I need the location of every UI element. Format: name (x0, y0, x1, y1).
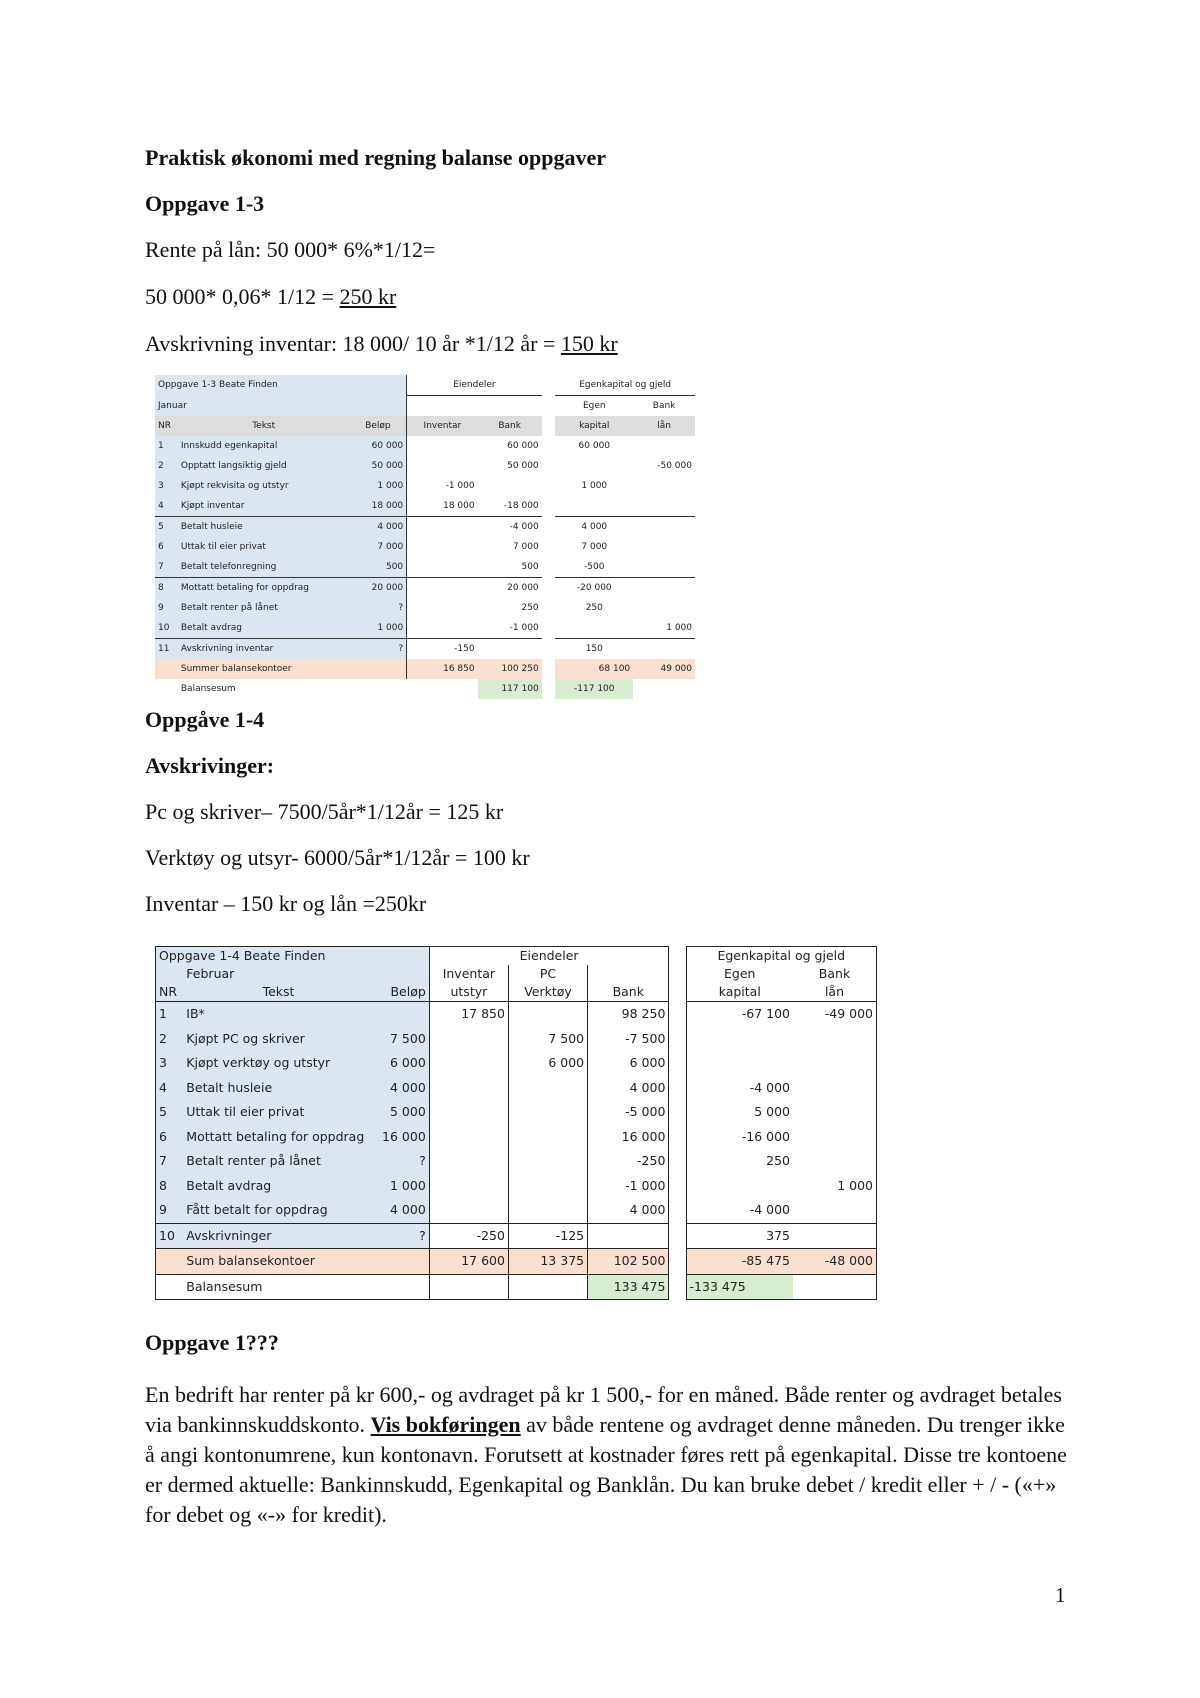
row-number: 10 (156, 1223, 184, 1249)
cell-bank: 4 000 (588, 1076, 669, 1101)
table-row (156, 1125, 877, 1150)
row-amount: 1 000 (349, 618, 406, 639)
group-assets: Eiendeler (429, 947, 669, 966)
sheet-title: Oppgave 1-3 Beate Finden (155, 375, 349, 396)
row-text: Kjøpt inventar (178, 496, 350, 517)
row-number: 7 (155, 557, 178, 578)
row-number: 5 (156, 1100, 184, 1125)
cell-bank: -18 000 (478, 496, 542, 517)
col-header: Beløp (374, 983, 430, 1002)
cell-bank: 50 000 (507, 461, 539, 471)
row-amount: 4 000 (374, 1198, 430, 1223)
gap-cell (669, 1100, 686, 1125)
balance-label: Balansesum (183, 1274, 373, 1300)
cell-equity: -67 100 (686, 1002, 793, 1027)
cell-equity: -500 (555, 557, 633, 578)
group-assets: Eiendeler (407, 375, 542, 396)
row-amount: 6 000 (374, 1051, 430, 1076)
cell-equity (555, 496, 633, 517)
group-equity: Egenkapital og gjeld (555, 375, 695, 396)
col-header: utstyr (429, 983, 508, 1002)
cell-loan (793, 1076, 877, 1101)
row-text: Betalt husleie (178, 517, 350, 538)
row-amount: 7 000 (349, 537, 406, 557)
row-text: Uttak til eier privat (178, 537, 350, 557)
row-text: Opptatt langsiktig gjeld (178, 456, 350, 476)
cell-inventory (429, 1051, 508, 1076)
row-amount: ? (349, 639, 406, 660)
sum-label: Sum balansekontoer (183, 1249, 373, 1275)
cell-pc-tools: -125 (508, 1223, 587, 1249)
cell-bank: 500 (478, 557, 542, 578)
gap-cell (669, 1174, 686, 1199)
row-amount (374, 1002, 430, 1027)
balance-cell: -117 100 (555, 679, 633, 699)
cell-inventory (429, 1149, 508, 1174)
calc-result: 250 kr (339, 284, 397, 309)
row-text: Avskrivning inventar (178, 639, 350, 660)
col-header: Egen (582, 401, 606, 411)
table-row (155, 598, 695, 618)
cell-loan (793, 1100, 877, 1125)
cell-inventory: -250 (429, 1223, 508, 1249)
col-header: kapital (686, 983, 793, 1002)
cell-inventory: -150 (454, 644, 475, 654)
row-amount: 1 000 (374, 1174, 430, 1199)
col-header: Bank (588, 983, 669, 1002)
heading-oppgave-1-3: Oppgave 1-3 (145, 191, 265, 216)
cell-loan: 1 000 (793, 1174, 877, 1199)
table-row (156, 1149, 877, 1174)
cell-pc-tools (508, 1076, 587, 1101)
calc-line: Pc og skriver– 7500/5år*1/12år = 125 kr (145, 799, 504, 824)
gap-cell (542, 436, 556, 456)
cell-equity: -4 000 (686, 1198, 793, 1223)
gap-cell (542, 476, 556, 496)
row-text: Fått betalt for oppdrag (183, 1198, 373, 1223)
row-amount: ? (349, 598, 406, 618)
gap-cell (542, 537, 556, 557)
cell-loan (633, 436, 695, 456)
cell-bank (478, 639, 542, 660)
cell-pc-tools (508, 1002, 587, 1027)
cell-equity: 1 000 (581, 481, 608, 491)
cell-loan: -49 000 (793, 1002, 877, 1027)
table-row (155, 496, 695, 517)
row-amount: 18 000 (349, 496, 406, 517)
cell-equity: 60 000 (578, 441, 611, 451)
col-header: NR (155, 416, 178, 436)
cell-equity: 250 (686, 1149, 793, 1174)
gap-cell (542, 456, 556, 476)
calc-line: Inventar – 150 kr og lån =250kr (145, 891, 427, 916)
col-header: Verktøy (508, 983, 587, 1002)
cell-bank: 4 000 (588, 1198, 669, 1223)
sum-cell: 68 100 (555, 659, 633, 679)
cell-equity: 250 (585, 603, 603, 613)
cell-inventory: 17 850 (429, 1002, 508, 1027)
col-header: Egen (686, 965, 793, 983)
row-number: 11 (155, 639, 178, 660)
table-row (155, 476, 695, 496)
table-row (156, 1174, 877, 1199)
sum-cell: 49 000 (633, 659, 695, 679)
cell-loan (793, 1125, 877, 1150)
row-text: Kjøpt verktøy og utstyr (183, 1051, 373, 1076)
cell-bank: 6 000 (588, 1051, 669, 1076)
row-text: Betalt husleie (183, 1076, 373, 1101)
gap-cell (669, 1223, 686, 1249)
sum-cell: 102 500 (588, 1249, 669, 1275)
cell-pc-tools (508, 1149, 587, 1174)
table-row (156, 1076, 877, 1101)
cell-bank: 60 000 (507, 441, 539, 451)
row-text: Betalt telefonregning (178, 557, 350, 578)
col-header: kapital (555, 416, 633, 436)
gap-cell (669, 1027, 686, 1052)
cell-equity: -4 000 (686, 1076, 793, 1101)
row-number: 2 (155, 456, 178, 476)
row-text: Betalt avdrag (183, 1174, 373, 1199)
row-text: Uttak til eier privat (183, 1100, 373, 1125)
cell-bank (478, 476, 542, 496)
col-header: Inventar (429, 965, 508, 983)
gap-cell (669, 1076, 686, 1101)
group-equity: Egenkapital og gjeld (686, 947, 876, 966)
row-number: 4 (156, 1076, 184, 1101)
cell-loan: -50 000 (657, 461, 692, 471)
cell-equity: -20 000 (576, 583, 612, 593)
row-amount: 16 000 (374, 1125, 430, 1150)
table-row (155, 517, 695, 538)
row-text: Betalt renter på lånet (183, 1149, 373, 1174)
calc-line (145, 284, 396, 310)
cell-pc-tools (508, 1100, 587, 1125)
cell-pc-tools (508, 1125, 587, 1150)
sheet-month: Januar (155, 396, 349, 417)
gap-cell (542, 496, 556, 517)
col-header: lån (793, 983, 877, 1002)
row-number: 4 (155, 496, 178, 517)
row-amount: ? (374, 1223, 430, 1249)
row-text: Avskrivninger (183, 1223, 373, 1249)
cell-bank: 250 (521, 603, 539, 613)
task-paragraph (145, 1380, 1075, 1530)
cell-inventory (407, 537, 478, 557)
cell-loan (633, 517, 695, 538)
table-row (156, 1100, 877, 1125)
cell-pc-tools (508, 1174, 587, 1199)
gap-cell (542, 517, 556, 538)
gap-cell (542, 598, 556, 618)
row-number: 3 (156, 1051, 184, 1076)
table-row (156, 1002, 877, 1027)
gap-cell (669, 1051, 686, 1076)
cell-bank: -250 (588, 1149, 669, 1174)
row-text: IB* (183, 1002, 373, 1027)
cell-inventory (429, 1027, 508, 1052)
row-amount: ? (374, 1149, 430, 1174)
cell-loan (633, 537, 695, 557)
gap-cell (669, 1002, 686, 1027)
cell-loan (793, 1223, 877, 1249)
cell-pc-tools: 7 500 (508, 1027, 587, 1052)
row-text: Kjøpt PC og skriver (183, 1027, 373, 1052)
calc-text: Avskrivning inventar: 18 000/ 10 år *1/12 år = (145, 331, 561, 356)
cell-inventory (407, 517, 478, 538)
col-header: Bank (478, 416, 542, 436)
cell-inventory (429, 1125, 508, 1150)
cell-bank: -7 500 (588, 1027, 669, 1052)
gap-cell (542, 557, 556, 578)
gap-cell (542, 618, 556, 639)
table-row (156, 1027, 877, 1052)
row-number: 6 (156, 1125, 184, 1150)
cell-equity: 5 000 (686, 1100, 793, 1125)
cell-loan (793, 1149, 877, 1174)
table-row (156, 1223, 877, 1249)
table-row (155, 618, 695, 639)
calc-result: 150 kr (560, 331, 618, 356)
cell-bank: -4 000 (509, 522, 539, 532)
task-emphasis: Vis bokføringen (370, 1412, 521, 1437)
row-amount: 4 000 (349, 517, 406, 538)
cell-bank: 98 250 (588, 1002, 669, 1027)
table-row (155, 537, 695, 557)
row-number: 9 (156, 1198, 184, 1223)
cell-equity: 150 (585, 644, 603, 654)
calc-line: Rente på lån: 50 000* 6%*1/12= (145, 237, 436, 262)
cell-equity: -16 000 (686, 1125, 793, 1150)
row-number: 1 (155, 436, 178, 456)
cell-bank: -1 000 (588, 1174, 669, 1199)
balance-cell: 117 100 (478, 679, 542, 699)
cell-equity: 7 000 (581, 542, 608, 552)
table-row (155, 456, 695, 476)
gap-cell (669, 1149, 686, 1174)
cell-equity: 4 000 (581, 522, 608, 532)
cell-equity: 375 (686, 1223, 793, 1249)
col-header: Inventar (407, 416, 478, 436)
gap-cell (669, 1198, 686, 1223)
cell-bank: 20 000 (507, 583, 539, 593)
heading-oppgave-1: Oppgave 1??? (145, 1330, 279, 1355)
balance-cell: -133 475 (686, 1274, 793, 1300)
row-amount: 500 (349, 557, 406, 578)
row-text: Innskudd egenkapital (178, 436, 350, 456)
cell-inventory (407, 456, 478, 476)
cell-loan (633, 639, 695, 660)
col-header: PC (508, 965, 587, 983)
task-text: av både rentene og avdraget denne måneden. Du trenger ikke å angi kontonumrene, kun kontonavn. Forutsett at kostnader føres rett på egenkapital. Disse tre kontoene er dermed aktuelle: Bankinnskudd, Egenkapital og Banklån. Du kan bruke debet / kredit eller + / - («+» for debet og «-» for kredit). (145, 1412, 1067, 1527)
cell-equity (686, 1174, 793, 1199)
row-amount: 5 000 (374, 1100, 430, 1125)
cell-bank: -1 000 (478, 618, 542, 639)
cell-equity (686, 1051, 793, 1076)
row-text: Betalt renter på lånet (178, 598, 350, 618)
cell-inventory (407, 557, 478, 578)
row-number: 5 (155, 517, 178, 538)
sheet-title: Oppgave 1-4 Beate Finden (156, 947, 374, 966)
cell-inventory (429, 1076, 508, 1101)
sum-cell: -85 475 (686, 1249, 793, 1275)
row-number: 2 (156, 1027, 184, 1052)
row-amount: 7 500 (374, 1027, 430, 1052)
calc-line (145, 331, 618, 357)
table-row (156, 1051, 877, 1076)
sum-cell: 100 250 (478, 659, 542, 679)
gap-cell (542, 639, 556, 660)
cell-loan (633, 476, 695, 496)
sum-cell: -48 000 (793, 1249, 877, 1275)
col-header: Bank (793, 965, 877, 983)
cell-loan (793, 1198, 877, 1223)
row-amount: 60 000 (349, 436, 406, 456)
cell-loan (633, 598, 695, 618)
col-header: Bank (652, 401, 676, 411)
cell-loan (793, 1027, 877, 1052)
cell-loan (793, 1051, 877, 1076)
cell-loan (633, 578, 695, 599)
document-title: Praktisk økonomi med regning balanse oppgaver (145, 145, 607, 170)
row-amount: 50 000 (349, 456, 406, 476)
cell-pc-tools (508, 1198, 587, 1223)
col-header: NR (156, 983, 184, 1002)
row-number: 3 (155, 476, 178, 496)
col-header: lån (633, 416, 695, 436)
cell-equity (555, 618, 633, 639)
sum-cell: 16 850 (407, 659, 478, 679)
spreadsheet-oppgave-1-4 (155, 946, 877, 1300)
balance-cell: 133 475 (588, 1274, 669, 1300)
cell-inventory: -1 000 (445, 481, 475, 491)
cell-pc-tools: 6 000 (508, 1051, 587, 1076)
row-number: 8 (155, 578, 178, 599)
col-header: Tekst (178, 416, 350, 436)
cell-inventory (429, 1198, 508, 1223)
cell-loan (633, 557, 695, 578)
table-row (155, 557, 695, 578)
balance-label: Balansesum (180, 684, 236, 694)
calc-line: Verktøy og utsyr- 6000/5år*1/12år = 100 kr (145, 845, 530, 870)
cell-equity (686, 1027, 793, 1052)
subheading-avskrivinger: Avskrivinger: (145, 753, 275, 778)
cell-equity (555, 456, 633, 476)
row-number: 10 (155, 618, 178, 639)
row-text: Kjøpt rekvisita og utstyr (178, 476, 350, 496)
gap-cell (669, 1125, 686, 1150)
sum-cell: 13 375 (508, 1249, 587, 1275)
cell-loan: 1 000 (633, 618, 695, 639)
row-amount: 4 000 (374, 1076, 430, 1101)
row-number: 9 (155, 598, 178, 618)
row-number: 7 (156, 1149, 184, 1174)
row-text: Mottatt betaling for oppdrag (178, 578, 350, 599)
cell-inventory (407, 618, 478, 639)
row-text: Betalt avdrag (178, 618, 350, 639)
row-text: Mottatt betaling for oppdrag (183, 1125, 373, 1150)
cell-inventory (407, 598, 478, 618)
cell-inventory (407, 578, 478, 599)
calc-text: 50 000* 0,06* 1/12 = (145, 284, 340, 309)
gap-cell (542, 578, 556, 599)
page-number: 1 (1055, 1583, 1066, 1607)
sheet-month: Februar (183, 965, 373, 983)
cell-inventory (429, 1100, 508, 1125)
table-row (155, 639, 695, 660)
row-number: 6 (155, 537, 178, 557)
row-number: 8 (156, 1174, 184, 1199)
table-row (155, 578, 695, 599)
table-row (155, 436, 695, 456)
sum-label: Summer balansekontoer (178, 659, 350, 679)
row-amount: 1 000 (349, 476, 406, 496)
row-amount: 20 000 (349, 578, 406, 599)
cell-bank: 7 000 (512, 542, 539, 552)
cell-bank (588, 1223, 669, 1249)
cell-loan (633, 496, 695, 517)
heading-oppgave-1-4: Oppgåve 1-4 (145, 707, 265, 732)
sum-cell: 17 600 (429, 1249, 508, 1275)
cell-bank: -5 000 (588, 1100, 669, 1125)
row-number: 1 (156, 1002, 184, 1027)
col-header: Beløp (349, 416, 406, 436)
col-header: Tekst (183, 983, 373, 1002)
cell-inventory (407, 436, 478, 456)
table-row (156, 1198, 877, 1223)
task-text: En bedrift har renter på kr 600,- og avdraget på kr 1 500,- for en måned. Både renter og avdraget betales via bankinnskuddskonto. (145, 1382, 1062, 1437)
spreadsheet-oppgave-1-3 (155, 375, 695, 699)
cell-bank: 16 000 (588, 1125, 669, 1150)
cell-inventory: 18 000 (407, 496, 478, 517)
cell-inventory (429, 1174, 508, 1199)
